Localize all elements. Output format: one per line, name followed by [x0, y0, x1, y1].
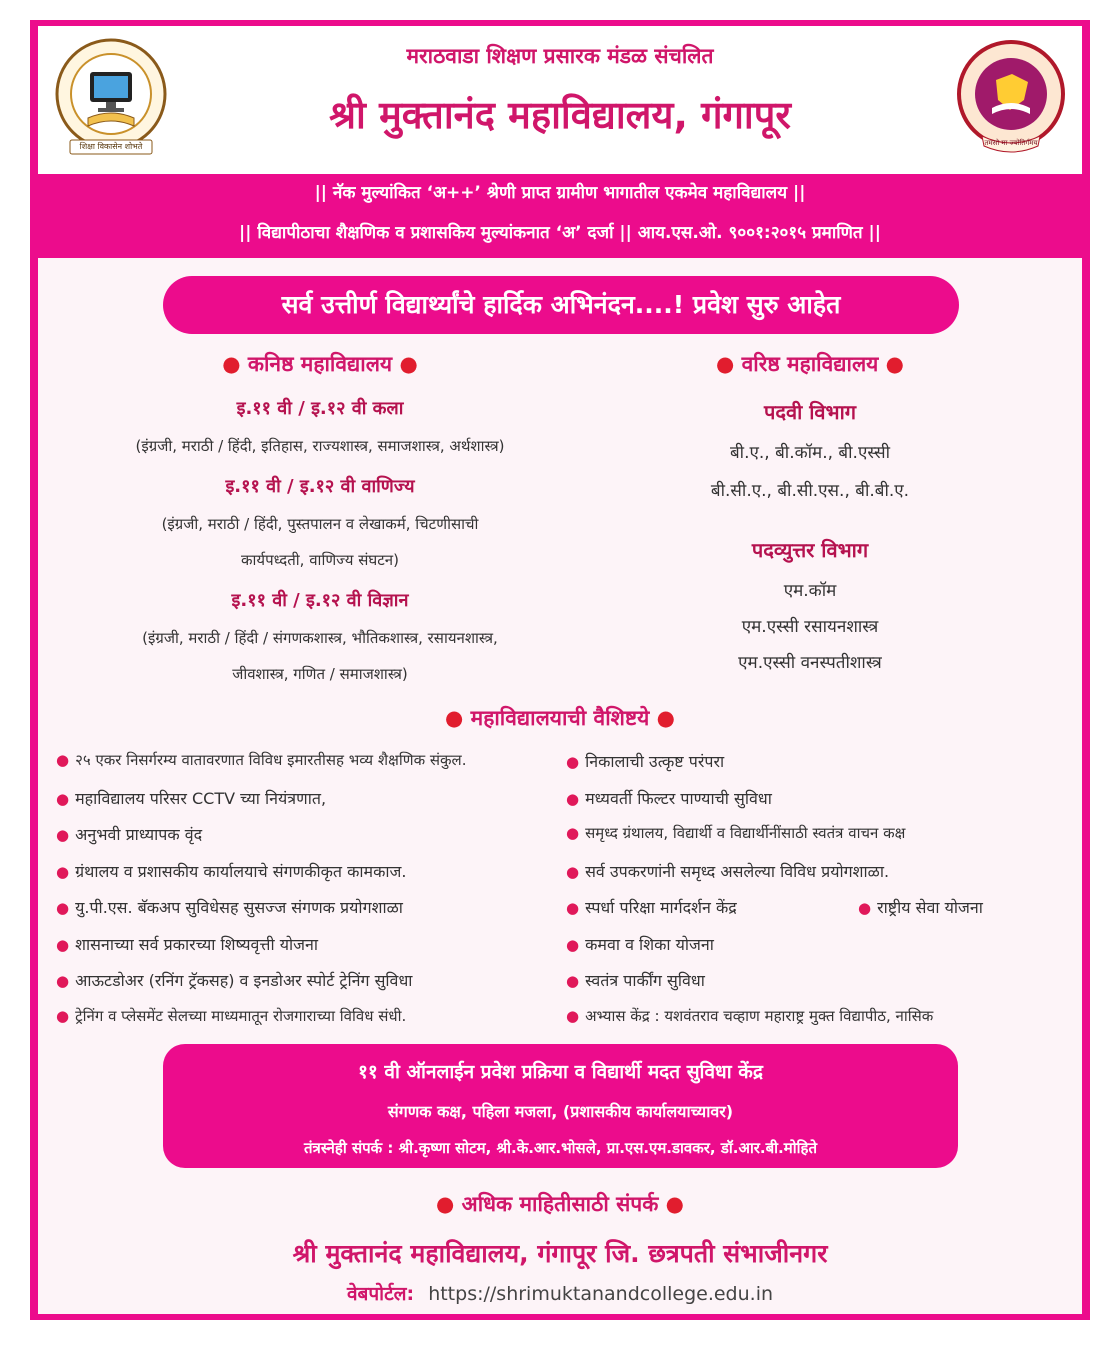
- bullet-icon: ●: [56, 863, 70, 881]
- bullet-icon: ●: [566, 753, 580, 771]
- feature-left-4: [56, 860, 407, 882]
- feature-left-3: [56, 823, 202, 845]
- bullet-icon: ●: [715, 352, 735, 376]
- ug-title: पदवी विभाग: [763, 400, 857, 424]
- feature-text: आऊटडोअर (रनिंग ट्रॅकसह) व इनडोअर स्पोर्ट ट्रेनिंग सुविधा: [75, 971, 413, 990]
- junior-college-heading: [60, 350, 580, 378]
- feature-right-4: [566, 860, 889, 882]
- help-center-title: ११ वी ऑनलाईन प्रवेश प्रक्रिया व विद्यार्थी मदत सुविधा केंद्र: [358, 1061, 763, 1083]
- feature-left-7: [56, 969, 412, 991]
- header-title: श्री मुक्तानंद महाविद्यालय, गंगापूर: [329, 93, 791, 137]
- feature-text: यु.पी.एस. बॅकअप सुविधेसह सुसज्ज संगणक प्रयोगशाळा: [75, 898, 403, 917]
- feature-text: स्पर्धा परिक्षा मार्गदर्शन केंद्र: [585, 898, 737, 917]
- feature-right-extra: [858, 896, 983, 918]
- pg-line-2: एम.एस्सी रसायनशास्त्र: [741, 617, 879, 637]
- bullet-icon: ●: [858, 899, 872, 917]
- arts-subjects: (इंग्रजी, मराठी / हिंदी, इतिहास, राज्यशास्त्र, समाजशास्त्र, अर्थशास्त्र): [135, 437, 505, 455]
- feature-right-5: [566, 896, 737, 918]
- congratulations-banner: सर्व उत्तीर्ण विद्यार्थ्यांचे हार्दिक अभिनंदन....! प्रवेश सुरु आहेत: [163, 276, 959, 334]
- contact-label: अधिक माहितीसाठी संपर्क: [461, 1192, 659, 1216]
- web-portal-link[interactable]: https://shrimuktanandcollege.edu.in: [428, 1283, 774, 1305]
- web-portal: [38, 1280, 1082, 1306]
- feature-text: मध्यवर्ती फिल्टर पाण्याची सुविधा: [585, 789, 772, 808]
- feature-text: अभ्यास केंद्र : यशवंतराव चव्हाण महाराष्ट्र मुक्त विद्यापीठ, नासिक: [585, 1007, 934, 1025]
- features-heading: [38, 704, 1082, 732]
- ug-line-1: बी.ए., बी.कॉम., बी.एस्सी: [729, 443, 891, 463]
- pg-line-1: एम.कॉम: [783, 581, 837, 601]
- feature-text: अनुभवी प्राध्यापक वृंद: [75, 825, 203, 844]
- bullet-icon: ●: [56, 826, 70, 844]
- accreditation-line-2: || विद्यापीठाचा शैक्षणिक व प्रशासकिय मुल्यांकनात ‘अ’ दर्जा || आय.एस.ओ. ९००१:२०१५ प्रमाणित ||: [239, 223, 881, 243]
- bullet-icon: ●: [566, 972, 580, 990]
- feature-text: समृध्द ग्रंथालय, विद्यार्थी व विद्यार्थीनींसाठी स्वतंत्र वाचन कक्ष: [585, 824, 906, 842]
- feature-text: शासनाच्या सर्व प्रकारच्या शिष्यवृत्ती योजना: [75, 935, 319, 954]
- logo-motto: तमसो मा ज्योतिर्गमय: [984, 139, 1038, 147]
- bullet-icon: ●: [566, 936, 580, 954]
- feature-text: स्वतंत्र पार्कींग सुविधा: [585, 971, 705, 990]
- feature-right-7: [566, 969, 705, 991]
- commerce-subjects-1: (इंग्रजी, मराठी / हिंदी, पुस्तपालन व लेखाकर्म, चिटणीसाची: [161, 515, 479, 533]
- feature-text: राष्ट्रीय सेवा योजना: [877, 898, 983, 917]
- feature-left-1: [56, 750, 466, 770]
- bullet-icon: ●: [222, 352, 241, 376]
- feature-text: महाविद्यालय परिसर CCTV च्या नियंत्रणात,: [75, 789, 327, 808]
- bullet-icon: ●: [436, 1192, 455, 1216]
- help-center-contacts: तंत्रस्नेही संपर्क : श्री.कृष्णा सोटम, श्री.के.आर.भोसले, प्रा.एस.एम.डावकर, डॉ.आर.बी.मोहिते: [303, 1139, 818, 1157]
- feature-text: निकालाची उत्कृष्ट परंपरा: [585, 752, 725, 771]
- footer-college-name: श्री मुक्तानंद महाविद्यालय, गंगापूर जि. छत्रपती संभाजीनगर: [292, 1239, 828, 1268]
- ug-line-2: बी.सी.ए., बी.सी.एस., बी.बी.ए.: [710, 481, 910, 501]
- commerce-title: इ.११ वी / इ.१२ वी वाणिज्य: [225, 476, 415, 497]
- bullet-icon: ●: [56, 899, 70, 917]
- commerce-subjects-2: कार्यपध्दती, वाणिज्य संघटन): [241, 551, 399, 569]
- bullet-icon: ●: [56, 1007, 70, 1025]
- bullet-icon: ●: [665, 1192, 684, 1216]
- feature-right-6: [566, 933, 714, 955]
- college-logo: [52, 38, 170, 162]
- contact-heading: [38, 1190, 1082, 1218]
- header-subtitle: मराठवाडा शिक्षण प्रसारक मंडळ संचलित: [406, 44, 714, 68]
- bullet-icon: ●: [656, 706, 675, 730]
- feature-text: सर्व उपकरणांनी समृध्द असलेल्या विविध प्रयोगशाळा.: [585, 862, 890, 881]
- arts-title: इ.११ वी / इ.१२ वी कला: [236, 398, 404, 419]
- pg-title: पदव्युत्तर विभाग: [751, 538, 869, 562]
- help-center-location: संगणक कक्ष, पहिला मजला, (प्रशासकीय कार्यालयाच्यावर): [387, 1102, 734, 1121]
- science-subjects-1: (इंग्रजी, मराठी / हिंदी / संगणकशास्त्र, भौतिकशास्त्र, रसायनशास्त्र,: [142, 629, 498, 647]
- bullet-icon: ●: [399, 352, 418, 376]
- feature-left-2: [56, 787, 326, 809]
- bullet-icon: ●: [885, 352, 904, 376]
- junior-college-label: कनिष्ठ महाविद्यालय: [247, 352, 393, 376]
- feature-right-3: [566, 823, 905, 843]
- senior-college-heading: [640, 350, 980, 378]
- feature-right-2: [566, 787, 772, 809]
- bullet-icon: ●: [566, 1007, 580, 1025]
- feature-left-6: [56, 933, 318, 955]
- pg-line-3: एम.एस्सी वनस्पतीशास्त्र: [738, 653, 882, 673]
- science-title: इ.११ वी / इ.१२ वी विज्ञान: [231, 590, 409, 611]
- logo-motto: शिक्षा विकासेन शोभते: [79, 142, 143, 151]
- bullet-icon: ●: [445, 706, 464, 730]
- feature-right-8: [566, 1006, 933, 1026]
- feature-left-5: [56, 896, 403, 918]
- feature-text: २५ एकर निसर्गरम्य वातावरणात विविध इमारतीसह भव्य शैक्षणिक संकुल.: [75, 751, 467, 769]
- feature-text: ग्रंथालय व प्रशासकीय कार्यालयाचे संगणकीकृत कामकाज.: [75, 862, 407, 881]
- feature-text: कमवा व शिका योजना: [585, 935, 714, 954]
- feature-text: ट्रेनिंग व प्लेसमेंट सेलच्या माध्यमातून रोजगाराच्या विविध संधी.: [75, 1007, 407, 1025]
- bullet-icon: ●: [56, 790, 70, 808]
- bullet-icon: ●: [566, 790, 580, 808]
- bullet-icon: ●: [56, 751, 70, 769]
- features-label: महाविद्यालयाची वैशिष्टये: [470, 706, 650, 730]
- bullet-icon: ●: [56, 936, 70, 954]
- feature-left-8: [56, 1006, 406, 1026]
- science-subjects-2: जीवशास्त्र, गणित / समाजशास्त्र): [232, 665, 408, 683]
- bullet-icon: ●: [566, 863, 580, 881]
- senior-college-label: वरिष्ठ महाविद्यालय: [741, 352, 879, 376]
- bullet-icon: ●: [566, 899, 580, 917]
- bullet-icon: ●: [56, 972, 70, 990]
- society-logo: [952, 38, 1070, 162]
- web-portal-label: वेबपोर्टल:: [346, 1283, 415, 1305]
- feature-right-1: [566, 750, 724, 772]
- accreditation-line-1: || नॅक मुल्यांकित ‘अ++’ श्रेणी प्राप्त ग्रामीण भागातील एकमेव महाविद्यालय ||: [314, 183, 806, 203]
- bullet-icon: ●: [566, 824, 580, 842]
